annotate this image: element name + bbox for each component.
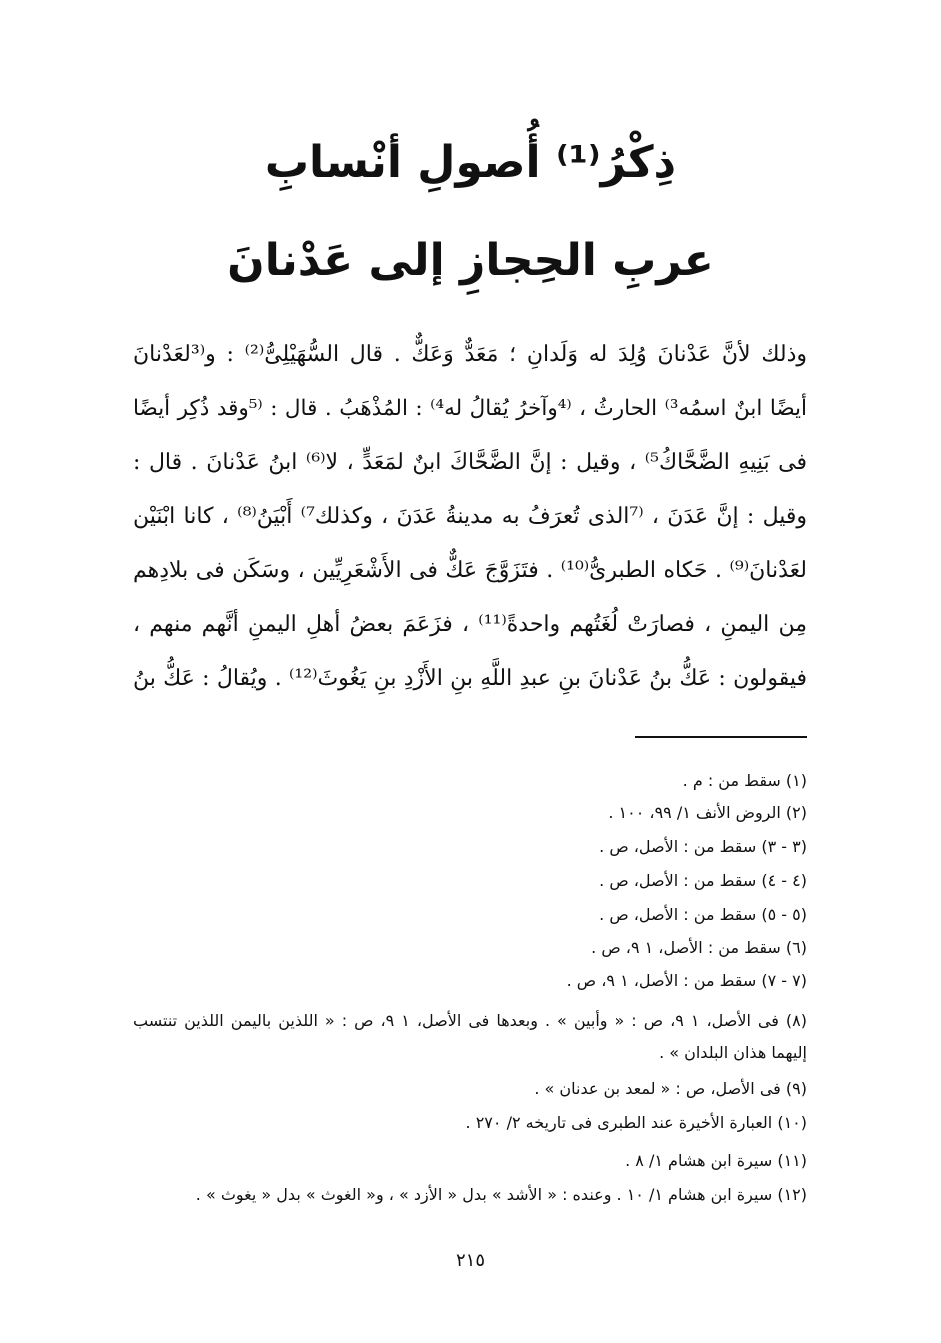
footnote: (٨) فى الأصل، ١ ٩، ص : « وأبين » . وبعدها فى الأصل، ١ ٩، ص : « اللذين باليمن اللذين تنتسب [133, 1011, 807, 1030]
text-line: وقيل : إنَّ عَدَنَ ، ⁽⁷الذى تُعرَفُ به مدينةُ عَدَنَ ، وكذلك⁷⁾ أَبْيَنُ⁽⁸⁾ ، كانا ابْنَيْن [133, 504, 807, 529]
footnote: (٥ - ٥) سقط من : الأصل، ص . [599, 905, 807, 924]
footnote: (١٢) سيرة ابن هشام ١/ ١٠ . وعنده : « الأشد » بدل « الأزد » ، و« الغوث » بدل « يغوث » . [195, 1185, 807, 1204]
text-line: وذلك لأنَّ عَدْنانَ وُلِدَ له وَلَدانِ ؛ مَعَدٌّ وَعَكٌّ . قال السُّهَيْلِىُّ⁽²⁾ : و⁽³لعَدْنانَ [133, 342, 807, 367]
footnote: (٧ - ٧) سقط من : الأصل، ١ ٩، ص . [566, 971, 807, 990]
page-number: ٢١٥ [455, 1250, 485, 1271]
text-line: مِن اليمنِ ، فصارَتْ لُغَتُهم واحدةً⁽¹¹⁾ ، فزَعَمَ بعضُ أهلِ اليمنِ أنَّهم منهم ، [133, 612, 807, 637]
chapter-title-line-1: ذِكْرُ⁽¹⁾ أُصولِ أنْسابِ [264, 137, 677, 188]
text-line: أيضًا ابنٌ اسمُه³⁾ الحارثُ ، ⁽⁴وآخرُ يُقالُ له⁴⁾ : المُذْهَبُ . قال : ⁽⁵وقد ذُكِر أيضًا [133, 396, 807, 421]
text-line: لعَدْنانَ⁽⁹⁾ . حَكاه الطبرىُّ⁽¹⁰⁾ . فتَزَوَّجَ عَكٌّ فى الأَشْعَرِيِّين ، وسَكَن فى بلادِهم [133, 558, 807, 583]
footnote-separator [635, 736, 807, 738]
footnote: (١٠) العبارة الأخيرة عند الطبرى فى تاريخه ٢/ ٢٧٠ . [465, 1113, 807, 1132]
footnote-continuation: إليهما هذان البلدان » . [659, 1043, 807, 1062]
footnote: (١) سقط من : م . [682, 771, 807, 790]
footnote: (٢) الروض الأنف ١/ ٩٩، ١٠٠ . [608, 803, 807, 822]
chapter-title-line-2: عربِ الحِجازِ إلى عَدْنانَ [227, 235, 714, 286]
text-line: فى بَنِيهِ الضَّحَّاكُ⁵⁾ ، وقيل : إنَّ الضَّحَّاكَ ابنٌ لمَعَدٍّ ، لا⁽⁶⁾ ابنُ عَدْنانَ . قال : [133, 450, 807, 475]
text-line: فيقولون : عَكُّ بنُ عَدْنانَ بنِ عبدِ اللَّهِ بنِ الأَزْدِ بنِ يَغُوثَ⁽¹²⁾ . ويُقالُ : عَكُّ بنُ [133, 666, 807, 691]
footnote: (٣ - ٣) سقط من : الأصل، ص . [599, 837, 807, 856]
footnote: (٩) فى الأصل، ص : « لمعد بن عدنان » . [534, 1079, 807, 1098]
footnote: (١١) سيرة ابن هشام ١/ ٨ . [625, 1151, 807, 1170]
footnote: (٦) سقط من : الأصل، ١ ٩، ص . [591, 938, 807, 957]
footnote: (٤ - ٤) سقط من : الأصل، ص . [599, 871, 807, 890]
